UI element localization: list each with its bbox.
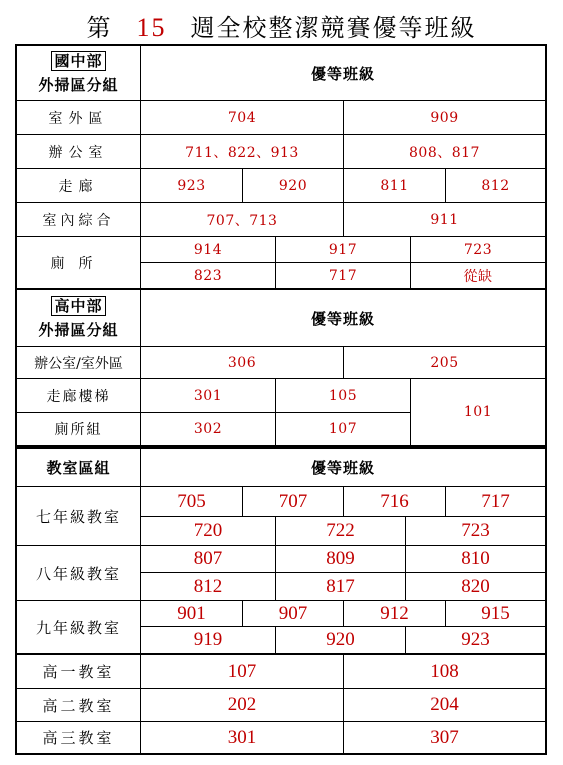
senior-dept-label: 高中部 <box>51 296 105 316</box>
grade9-class: 915 <box>481 602 510 624</box>
senior-group-label: 外掃區分組 <box>38 321 119 339</box>
restroom-class: 823 <box>193 267 223 284</box>
office-outdoor-class: 205 <box>430 354 459 371</box>
row-label-grade7: 七年級教室 <box>35 507 121 526</box>
grade8-class: 809 <box>326 548 355 569</box>
office-class: 711、822、913 <box>185 144 299 161</box>
grade7-class: 722 <box>326 520 355 541</box>
row-label-grade11: 高二教室 <box>42 696 115 715</box>
shared-class: 101 <box>463 404 493 420</box>
grade10-class: 107 <box>227 660 257 682</box>
grade7-class: 723 <box>461 520 490 541</box>
corridor-class: 923 <box>177 177 206 194</box>
grade8-class: 812 <box>193 575 223 597</box>
office-class: 808、817 <box>409 144 480 161</box>
grade9-class: 923 <box>461 629 490 650</box>
junior-group-label: 外掃區分組 <box>38 76 119 94</box>
junior-header <box>17 46 140 100</box>
grade7-class: 716 <box>380 490 409 512</box>
row-label-grade9: 九年級教室 <box>35 618 121 637</box>
restroom-group-class: 302 <box>193 421 223 437</box>
table-border-right <box>545 44 547 755</box>
senior-header <box>17 290 140 346</box>
grade11-class: 204 <box>430 694 459 715</box>
row-label-outdoor: 室外區 <box>48 110 109 127</box>
title-suffix: 週全校整潔競賽優等班級 <box>190 14 477 42</box>
row-label-office: 辦公室 <box>48 144 109 161</box>
grade12-class: 301 <box>227 726 257 748</box>
office-outdoor-class: 306 <box>227 354 257 371</box>
corridor-class: 920 <box>278 177 308 194</box>
restroom-group-class: 107 <box>328 421 358 437</box>
restroom-class: 723 <box>463 241 493 258</box>
grade8-class: 807 <box>193 548 223 569</box>
row-label-restroom: 廁所 <box>50 255 107 272</box>
row-label-corridor: 走廊 <box>58 178 99 195</box>
grade8-class: 817 <box>326 575 355 597</box>
grade8-class: 820 <box>461 575 490 597</box>
grade8-class: 810 <box>461 548 490 569</box>
corridor-stairs-class: 105 <box>328 387 358 404</box>
corridor-class: 811 <box>380 177 409 194</box>
grade9-class: 901 <box>177 602 206 624</box>
junior-dept-label: 國中部 <box>51 51 105 71</box>
row-label-restroom-group: 廁所組 <box>54 422 103 438</box>
grade7-class: 720 <box>193 520 223 541</box>
grade9-class: 920 <box>326 629 355 650</box>
indoor-class: 911 <box>430 211 459 228</box>
grade9-class: 919 <box>193 629 223 650</box>
table-border-bottom <box>15 753 547 755</box>
grade9-class: 912 <box>380 602 409 624</box>
grade7-class: 707 <box>278 490 308 512</box>
outdoor-class: 704 <box>227 109 257 126</box>
grade11-class: 202 <box>227 694 257 715</box>
row-label-grade10: 高一教室 <box>42 663 115 681</box>
outdoor-class: 909 <box>430 109 459 126</box>
corridor-class: 812 <box>481 177 510 194</box>
grade7-class: 705 <box>177 490 206 512</box>
grade12-class: 307 <box>430 726 459 748</box>
restroom-vacant: 從缺 <box>463 268 493 285</box>
restroom-class: 914 <box>193 241 223 258</box>
row-label-grade12: 高三教室 <box>42 729 115 747</box>
week-number: 15 <box>136 13 167 42</box>
classroom-heading: 優等班級 <box>310 459 375 477</box>
row-label-indoor: 室內綜合 <box>42 212 115 229</box>
restroom-class: 717 <box>328 267 358 284</box>
junior-heading: 優等班級 <box>310 64 375 83</box>
indoor-class: 707、713 <box>206 212 278 229</box>
row-label-office-outdoor: 辦公室/室外區 <box>34 355 123 372</box>
senior-heading: 優等班級 <box>310 309 375 328</box>
grade10-class: 108 <box>430 660 459 682</box>
title-prefix: 第 <box>86 14 113 42</box>
grade7-class: 717 <box>481 490 510 512</box>
restroom-class: 917 <box>328 241 358 258</box>
row-label-grade8: 八年級教室 <box>35 564 121 583</box>
classroom-group-label: 教室區組 <box>46 459 111 477</box>
corridor-stairs-class: 301 <box>193 387 223 404</box>
row-label-corridor-stairs: 走廊樓梯 <box>46 388 111 405</box>
grade9-class: 907 <box>278 602 308 624</box>
